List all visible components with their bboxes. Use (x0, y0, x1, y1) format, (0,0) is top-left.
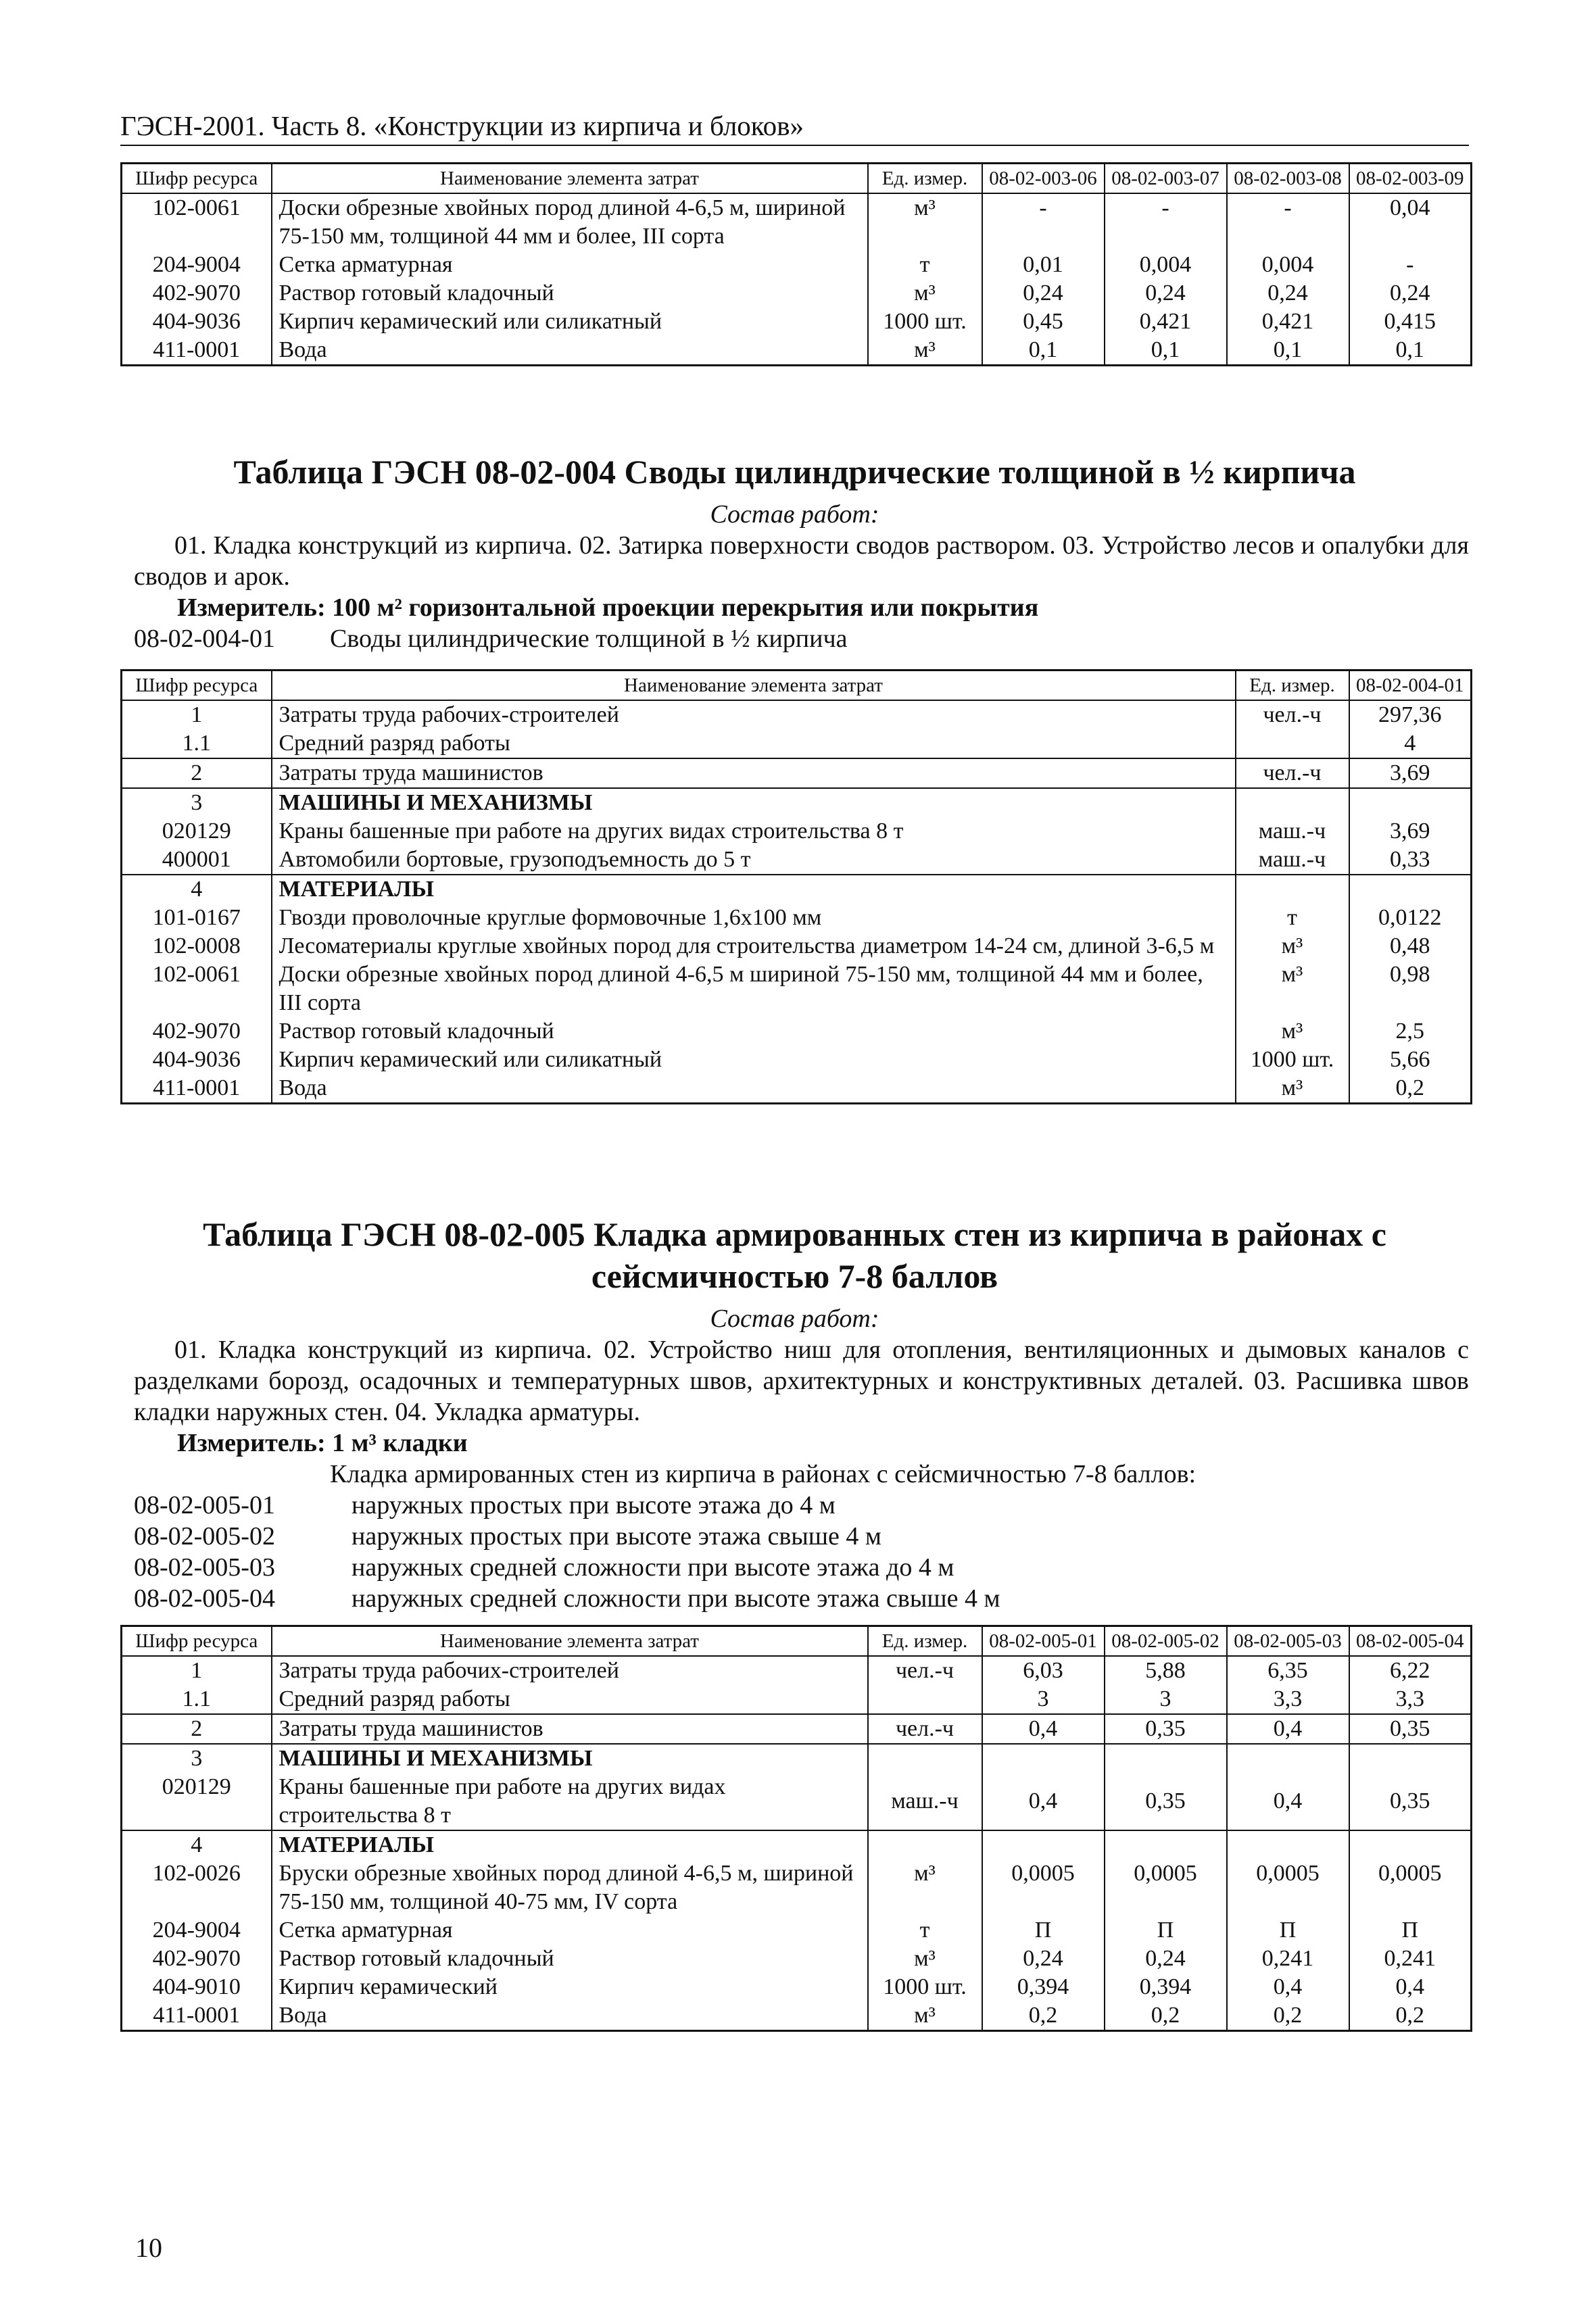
norm-value: 0,0005 (1349, 1859, 1472, 1916)
table-row (122, 788, 1472, 817)
col-header-name: Наименование элемента затрат (272, 164, 868, 194)
section-title-08-02-005-line1: Таблица ГЭСН 08-02-005 Кладка армированных стен из кирпича в районах с (203, 1215, 1386, 1253)
resource-unit (1236, 875, 1349, 904)
table-row (122, 1074, 1472, 1104)
resource-name: Доски обрезные хвойных пород длиной 4-6,5 м шириной 75-150 мм, толщиной 44 мм и более, III сорта (272, 960, 1236, 1017)
norm-value: 0,0005 (1227, 1859, 1349, 1916)
resource-unit: 1000 шт. (868, 1973, 982, 2001)
norm-value: 4 (1349, 729, 1472, 758)
resource-unit: м³ (1236, 1074, 1349, 1104)
resource-code: 020129 (122, 817, 272, 846)
norm-value: 3,69 (1349, 758, 1472, 788)
resource-name: Автомобили бортовые, грузоподъемность до 5 т (272, 846, 1236, 875)
resource-name: Краны башенные при работе на других видах строительства 8 т (272, 1773, 868, 1830)
norm-value: 5,88 (1105, 1656, 1227, 1685)
resource-code: 1.1 (122, 729, 272, 758)
norm-value: 0,4 (982, 1714, 1105, 1744)
resource-code: 1.1 (122, 1685, 272, 1714)
norm-value: 0,1 (1349, 336, 1472, 366)
resource-code: 1 (122, 1656, 272, 1685)
resource-unit: м³ (868, 193, 982, 251)
norm-value: - (1349, 251, 1472, 279)
col-header-norm: 08-02-005-02 (1105, 1626, 1227, 1657)
table-row (122, 1685, 1472, 1714)
norm-code-description: наружных простых при высоте этажа свыше 4 м (352, 1522, 881, 1551)
resource-name: Бруски обрезные хвойных пород длиной 4-6,5 м, шириной 75-150 мм, толщиной 40-75 мм, IV сорта (272, 1859, 868, 1916)
resource-code: 402-9070 (122, 1017, 272, 1046)
norm-code-description: Своды цилиндрические толщиной в ½ кирпича (330, 625, 848, 653)
norm-code-description: наружных простых при высоте этажа до 4 м (352, 1491, 836, 1519)
resource-unit: т (868, 251, 982, 279)
col-header-name: Наименование элемента затрат (272, 1626, 868, 1657)
norm-value: 0,4 (1227, 1773, 1349, 1830)
resource-unit: м³ (868, 1859, 982, 1916)
norm-value: 2,5 (1349, 1017, 1472, 1046)
table-row (122, 336, 1472, 366)
col-header-norm: 08-02-003-08 (1227, 164, 1349, 194)
resource-name: Сетка арматурная (272, 251, 868, 279)
resource-code: 411-0001 (122, 1074, 272, 1104)
resource-code: 411-0001 (122, 336, 272, 366)
norm-code: 08-02-005-04 (134, 1584, 275, 1613)
group-heading: МАТЕРИАЛЫ (272, 1830, 868, 1859)
resource-name: Кирпич керамический или силикатный (272, 308, 868, 336)
norm-value: П (1349, 1916, 1472, 1945)
resource-name: Затраты труда машинистов (272, 758, 1236, 788)
resource-name: Краны башенные при работе на других видах строительства 8 т (272, 817, 1236, 846)
norm-value (1227, 1744, 1349, 1773)
resource-unit: чел.-ч (868, 1714, 982, 1744)
table-row (122, 193, 1472, 251)
norm-value: 3,3 (1227, 1685, 1349, 1714)
resource-unit: т (1236, 904, 1349, 932)
norm-value: 0,415 (1349, 308, 1472, 336)
norm-value: 0,35 (1105, 1773, 1227, 1830)
norm-value: 0,004 (1105, 251, 1227, 279)
norm-value: 3 (1105, 1685, 1227, 1714)
col-header-code: Шифр ресурса (122, 671, 272, 701)
resource-unit: м³ (1236, 960, 1349, 1017)
norm-value: 0,24 (1105, 1945, 1227, 1973)
norm-value: 0,2 (982, 2001, 1105, 2031)
norm-value (1349, 1744, 1472, 1773)
norm-value: 0,394 (982, 1973, 1105, 2001)
table-08-02-003 (120, 162, 1472, 366)
norm-value: 0,4 (1227, 1973, 1349, 2001)
norm-value: 0,1 (982, 336, 1105, 366)
resource-unit: м³ (868, 279, 982, 308)
norm-value: 0,35 (1349, 1773, 1472, 1830)
table-08-02-005 (120, 1625, 1472, 2032)
norm-value: 297,36 (1349, 700, 1472, 729)
resource-unit: чел.-ч (868, 1656, 982, 1685)
table-row (122, 279, 1472, 308)
measure-unit: Измеритель: 1 м³ кладки (177, 1429, 468, 1457)
resource-code: 102-0008 (122, 932, 272, 960)
norm-value: 0,1 (1105, 336, 1227, 366)
resource-name: Доски обрезные хвойных пород длиной 4-6,5 м, шириной 75-150 мм, толщиной 44 мм и более, III сорта (272, 193, 868, 251)
norm-value: 0,48 (1349, 932, 1472, 960)
norm-value: 0,0005 (982, 1859, 1105, 1916)
norm-value: - (1227, 193, 1349, 251)
measure-unit: Измеритель: 100 м² горизонтальной проекции перекрытия или покрытия (177, 593, 1039, 622)
norm-value (1105, 1744, 1227, 1773)
resource-name: Раствор готовый кладочный (272, 279, 868, 308)
resource-unit (1236, 788, 1349, 817)
norm-value (982, 1744, 1105, 1773)
norm-value: 0,24 (1105, 279, 1227, 308)
norm-value: 0,33 (1349, 846, 1472, 875)
resource-code: 204-9004 (122, 251, 272, 279)
norm-value: 0,24 (1227, 279, 1349, 308)
resource-name: Раствор готовый кладочный (272, 1017, 1236, 1046)
norm-value: 0,4 (982, 1773, 1105, 1830)
norm-value: 0,98 (1349, 960, 1472, 1017)
norm-value (982, 1830, 1105, 1859)
resource-code: 102-0026 (122, 1859, 272, 1916)
col-header-code: Шифр ресурса (122, 164, 272, 194)
norm-value: 0,04 (1349, 193, 1472, 251)
norm-value: П (1227, 1916, 1349, 1945)
norm-value: 0,2 (1227, 2001, 1349, 2031)
norm-value: - (1105, 193, 1227, 251)
work-composition-text: 01. Кладка конструкций из кирпича. 02. Затирка поверхности сводов раствором. 03. Устройство лесов и опалубки для сводов и арок. (134, 531, 1469, 591)
norm-value: 0,1 (1227, 336, 1349, 366)
norm-value: 0,01 (982, 251, 1105, 279)
norm-value: 0,24 (982, 279, 1105, 308)
resource-unit: 1000 шт. (1236, 1046, 1349, 1074)
resource-unit (868, 1744, 982, 1773)
col-header-norm: 08-02-005-03 (1227, 1626, 1349, 1657)
col-header-code: Шифр ресурса (122, 1626, 272, 1657)
group-heading: МАШИНЫ И МЕХАНИЗМЫ (272, 1744, 868, 1773)
table-row (122, 904, 1472, 932)
work-composition-label: Состав работ: (710, 500, 879, 529)
norm-code-description: наружных средней сложности при высоте этажа свыше 4 м (352, 1584, 1000, 1613)
resource-code: 404-9036 (122, 308, 272, 336)
resource-code: 4 (122, 1830, 272, 1859)
resource-unit: м³ (1236, 932, 1349, 960)
resource-unit: чел.-ч (1236, 758, 1349, 788)
table-row (122, 1656, 1472, 1685)
table-row (122, 1773, 1472, 1830)
resource-code: 102-0061 (122, 193, 272, 251)
resource-code: 402-9070 (122, 279, 272, 308)
col-header-norm: 08-02-005-01 (982, 1626, 1105, 1657)
norm-value: 0,24 (982, 1945, 1105, 1973)
col-header-norm: 08-02-004-01 (1349, 671, 1472, 701)
norm-value (1227, 1830, 1349, 1859)
norm-value: 0,2 (1349, 2001, 1472, 2031)
resource-unit (868, 1830, 982, 1859)
work-composition-text: 01. Кладка конструкций из кирпича. 02. Устройство ниш для отопления, вентиляционных и дымовых каналов с разделками борозд, осадочных и температурных швов, архитектурных и конструктивных деталей. 03. Расшивка швов кладки наружных стен. 04. Укладка арматуры. (134, 1336, 1469, 1426)
norm-value: 0,0122 (1349, 904, 1472, 932)
norm-value: 0,24 (1349, 279, 1472, 308)
resource-unit: м³ (868, 336, 982, 366)
norm-value: 0,4 (1349, 1973, 1472, 2001)
col-header-unit: Ед. измер. (1236, 671, 1349, 701)
resource-code: 3 (122, 788, 272, 817)
norm-value: 0,004 (1227, 251, 1349, 279)
norm-value: 6,35 (1227, 1656, 1349, 1685)
norm-group-intro: Кладка армированных стен из кирпича в районах с сейсмичностью 7-8 баллов: (330, 1460, 1196, 1488)
col-header-norm: 08-02-003-09 (1349, 164, 1472, 194)
resource-name: Раствор готовый кладочный (272, 1945, 868, 1973)
table-row (122, 1714, 1472, 1744)
table-row (122, 1046, 1472, 1074)
norm-value: 0,2 (1105, 2001, 1227, 2031)
resource-unit: 1000 шт. (868, 308, 982, 336)
group-heading: МАТЕРИАЛЫ (272, 875, 1236, 904)
col-header-norm: 08-02-003-06 (982, 164, 1105, 194)
table-row (122, 729, 1472, 758)
norm-code: 08-02-005-02 (134, 1522, 275, 1551)
norm-value: 0,421 (1227, 308, 1349, 336)
resource-name: Сетка арматурная (272, 1916, 868, 1945)
norm-value (1349, 788, 1472, 817)
table-row (122, 1916, 1472, 1945)
resource-code: 402-9070 (122, 1945, 272, 1973)
norm-value: 0,241 (1349, 1945, 1472, 1973)
resource-unit: маш.-ч (868, 1773, 982, 1830)
col-header-unit: Ед. измер. (868, 164, 982, 194)
table-row (122, 251, 1472, 279)
resource-code: 411-0001 (122, 2001, 272, 2031)
work-composition-label: Состав работ: (710, 1305, 879, 1333)
section-title-08-02-004: Таблица ГЭСН 08-02-004 Своды цилиндрические толщиной в ½ кирпича (233, 453, 1356, 491)
resource-name: Кирпич керамический (272, 1973, 868, 2001)
table-08-02-004 (120, 669, 1472, 1104)
resource-code: 101-0167 (122, 904, 272, 932)
norm-value: 5,66 (1349, 1046, 1472, 1074)
norm-value: П (982, 1916, 1105, 1945)
norm-value (1349, 1830, 1472, 1859)
norm-value: 0,4 (1227, 1714, 1349, 1744)
resource-unit (1236, 729, 1349, 758)
norm-value: 6,03 (982, 1656, 1105, 1685)
resource-name: Вода (272, 2001, 868, 2031)
norm-code: 08-02-004-01 (134, 625, 275, 653)
table-row (122, 1945, 1472, 1973)
resource-name: Кирпич керамический или силикатный (272, 1046, 1236, 1074)
table-row (122, 308, 1472, 336)
resource-code: 4 (122, 875, 272, 904)
norm-value: 0,0005 (1105, 1859, 1227, 1916)
resource-unit: м³ (868, 2001, 982, 2031)
resource-code: 1 (122, 700, 272, 729)
resource-name: Средний разряд работы (272, 1685, 868, 1714)
table-row (122, 1830, 1472, 1859)
norm-code: 08-02-005-01 (134, 1491, 275, 1519)
table-row (122, 1859, 1472, 1916)
resource-code: 102-0061 (122, 960, 272, 1017)
resource-code: 2 (122, 1714, 272, 1744)
section-title-08-02-005-line2: сейсмичностью 7-8 баллов (591, 1257, 998, 1295)
resource-code: 404-9010 (122, 1973, 272, 2001)
norm-value: П (1105, 1916, 1227, 1945)
norm-value: 0,241 (1227, 1945, 1349, 1973)
table-row (122, 1744, 1472, 1773)
col-header-norm: 08-02-005-04 (1349, 1626, 1472, 1657)
resource-code: 404-9036 (122, 1046, 272, 1074)
resource-name: Лесоматериалы круглые хвойных пород для строительства диаметром 14-24 см, длиной 3-6,5 м (272, 932, 1236, 960)
table-row (122, 846, 1472, 875)
norm-value: 0,421 (1105, 308, 1227, 336)
norm-code: 08-02-005-03 (134, 1553, 275, 1582)
norm-value: 6,22 (1349, 1656, 1472, 1685)
resource-unit: м³ (868, 1945, 982, 1973)
resource-unit: м³ (1236, 1017, 1349, 1046)
resource-name: Гвозди проволочные круглые формовочные 1,6x100 мм (272, 904, 1236, 932)
resource-code: 2 (122, 758, 272, 788)
col-header-unit: Ед. измер. (868, 1626, 982, 1657)
resource-unit: маш.-ч (1236, 817, 1349, 846)
col-header-norm: 08-02-003-07 (1105, 164, 1227, 194)
norm-value: 0,394 (1105, 1973, 1227, 2001)
table-row (122, 758, 1472, 788)
norm-value: 3,3 (1349, 1685, 1472, 1714)
page-number: 10 (135, 2233, 162, 2263)
table-row (122, 875, 1472, 904)
resource-code: 400001 (122, 846, 272, 875)
norm-value: 3,69 (1349, 817, 1472, 846)
group-heading: МАШИНЫ И МЕХАНИЗМЫ (272, 788, 1236, 817)
resource-name: Вода (272, 1074, 1236, 1104)
resource-unit: чел.-ч (1236, 700, 1349, 729)
table-row (122, 1973, 1472, 2001)
resource-name: Затраты труда рабочих-строителей (272, 700, 1236, 729)
norm-value: 0,35 (1105, 1714, 1227, 1744)
resource-name: Средний разряд работы (272, 729, 1236, 758)
norm-code-description: наружных средней сложности при высоте этажа до 4 м (352, 1553, 954, 1582)
resource-unit: маш.-ч (1236, 846, 1349, 875)
resource-name: Вода (272, 336, 868, 366)
col-header-name: Наименование элемента затрат (272, 671, 1236, 701)
resource-code: 3 (122, 1744, 272, 1773)
resource-name: Затраты труда рабочих-строителей (272, 1656, 868, 1685)
norm-value: 3 (982, 1685, 1105, 1714)
norm-value: 0,45 (982, 308, 1105, 336)
table-row (122, 932, 1472, 960)
table-row (122, 817, 1472, 846)
resource-unit: т (868, 1916, 982, 1945)
table-row (122, 1017, 1472, 1046)
norm-value: 0,2 (1349, 1074, 1472, 1104)
table-row (122, 700, 1472, 729)
resource-unit (868, 1685, 982, 1714)
table-row (122, 960, 1472, 1017)
norm-value (1105, 1830, 1227, 1859)
norm-value (1349, 875, 1472, 904)
resource-code: 020129 (122, 1773, 272, 1830)
resource-name: Затраты труда машинистов (272, 1714, 868, 1744)
table-row (122, 2001, 1472, 2031)
resource-code: 204-9004 (122, 1916, 272, 1945)
page-header: ГЭСН-2001. Часть 8. «Конструкции из кирпича и блоков» (120, 108, 1469, 146)
norm-value: - (982, 193, 1105, 251)
norm-value: 0,35 (1349, 1714, 1472, 1744)
